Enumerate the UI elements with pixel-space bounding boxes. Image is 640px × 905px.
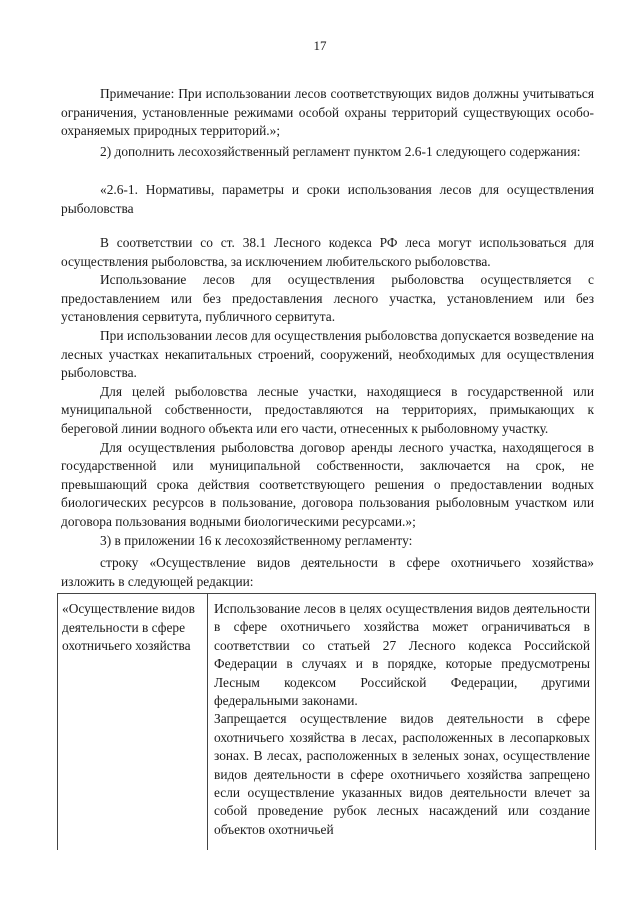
section-heading: «2.6-1. Нормативы, параметры и сроки использования лесов для осуществления рыболовства — [61, 182, 594, 216]
note-paragraph: Примечание: При использовании лесов соответствующих видов должны учитываться ограничения, установленные режимами особой охраны территорий существующих особо-охраняемых природных территорий.»; — [61, 86, 594, 139]
body-block — [61, 234, 594, 550]
table-column-divider — [207, 594, 208, 850]
section-heading-block — [61, 181, 594, 218]
note-block — [61, 85, 594, 141]
table-right-paragraph-2: Запрещается осуществление видов деятельности в сфере охотничьего хозяйства в лесах, расположенных в лесопарковых зонах. В лесах, расположенных в зеленых зонах, осуществление видов деятельности в сфере охотничьего хозяйства запрещено если осуществление указанных видов деятельности влечет за собой проведение рубок лесных насаждений или создание объектов охотничьей — [214, 711, 590, 837]
body-paragraph-5: Для осуществления рыболовства договор аренды лесного участка, находящегося в государственной или муниципальной собственности, заключается на срок, не превышающий срока действия соответствующего решения о предоставлении водных биологических ресурсов в пользование, договора пользования рыболовным участком или договора пользования водными биологическими ресурсами.»; — [61, 439, 594, 529]
item2-block — [61, 143, 594, 162]
table-left-cell: «Осуществление видов деятельности в сфере охотничьего хозяйства — [62, 601, 195, 654]
body-paragraph-2: Использование лесов для осуществления рыболовства осуществляется с предоставлением или без предоставления лесного участка, установлением или без установления сервитута, публичного сервитута. — [61, 272, 594, 325]
row-instruction-block — [61, 554, 594, 591]
body-paragraph-4: Для целей рыболовства лесные участки, находящиеся в государственной или муниципальной собственности, предоставляются на территориях, примыкающих к береговой линии водного объекта или его части, отнесенных к рыболовному участку. — [61, 383, 594, 436]
row-instruction: строку «Осуществление видов деятельности в сфере охотничьего хозяйства» изложить в следующей редакции: — [61, 555, 594, 589]
body-paragraph-1: В соответствии со ст. 38.1 Лесного кодекса РФ леса могут использоваться для осуществления рыболовства, за исключением любительского рыболовства. — [61, 235, 594, 269]
item2-paragraph: 2) дополнить лесохозяйственный регламент пунктом 2.6-1 следующего содержания: — [100, 144, 581, 159]
table-right-paragraph-1: Использование лесов в целях осуществления видов деятельности в сфере охотничьего хозяйства может ограничиваться в соответствии со статьей 27 Лесного кодекса Российской Федерации в случаях и в порядке, которые предусмотрены Лесным кодексом Российской Федерации, другими федеральными законами. — [214, 601, 590, 709]
table-right-cell — [214, 600, 590, 839]
page-number: 17 — [313, 38, 327, 53]
body-paragraph-6: 3) в приложении 16 к лесохозяйственному регламенту: — [100, 532, 413, 548]
body-paragraph-3: При использовании лесов для осуществления рыболовства допускается возведение на лесных участках некапитальных строений, сооружений, необходимых для осуществления рыболовства. — [61, 327, 594, 381]
regulation-table — [57, 593, 596, 850]
